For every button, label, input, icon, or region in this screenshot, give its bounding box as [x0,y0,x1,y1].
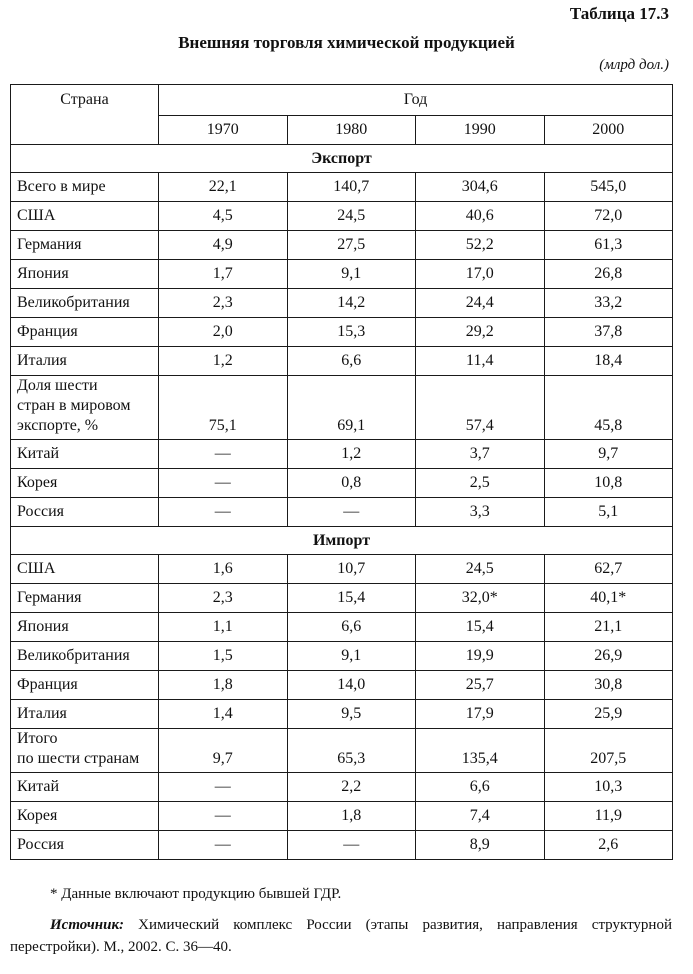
section-label: Экспорт [11,145,673,173]
table-row [11,642,673,671]
cell-value: 33,2 [544,289,673,318]
row-label: Корея [11,802,159,831]
row-label: Великобритания [11,642,159,671]
row-label: Япония [11,260,159,289]
cell-value: 65,3 [287,729,416,773]
cell-value: 4,9 [159,231,288,260]
cell-value: 25,9 [544,700,673,729]
row-label: Россия [11,498,159,527]
units-note: (млрд дол.) [599,57,669,73]
cell-value: 17,9 [416,700,545,729]
cell-value: 22,1 [159,173,288,202]
cell-value: 69,1 [287,376,416,440]
cell-value: 9,1 [287,642,416,671]
cell-value: 8,9 [416,831,545,860]
cell-value: — [287,831,416,860]
cell-value: 24,4 [416,289,545,318]
cell-value: — [159,802,288,831]
table-row [11,613,673,642]
row-label: Италия [11,347,159,376]
header-year: 1970 [159,116,288,145]
cell-value: 545,0 [544,173,673,202]
cell-value: 1,2 [159,347,288,376]
cell-value: 4,5 [159,202,288,231]
cell-value: 75,1 [159,376,288,440]
cell-value: — [159,773,288,802]
cell-value: 6,6 [287,347,416,376]
cell-value: 3,3 [416,498,545,527]
cell-value: 10,3 [544,773,673,802]
cell-value: — [159,831,288,860]
table-row [11,347,673,376]
table-row [11,376,673,440]
cell-value: 9,1 [287,260,416,289]
cell-value: 57,4 [416,376,545,440]
import-section [11,527,673,860]
table-number: Таблица 17.3 [569,4,669,23]
cell-value: 1,6 [159,555,288,584]
cell-value: 135,4 [416,729,545,773]
cell-value: 1,8 [287,802,416,831]
cell-value: — [159,469,288,498]
cell-value: 15,4 [416,613,545,642]
table-row [11,173,673,202]
cell-value: 1,2 [287,440,416,469]
cell-value: — [159,440,288,469]
cell-value: 3,7 [416,440,545,469]
cell-value: 24,5 [416,555,545,584]
table-row [11,469,673,498]
table-row [11,440,673,469]
cell-value: 2,3 [159,289,288,318]
cell-value: 0,8 [287,469,416,498]
row-label: Всего в мире [11,173,159,202]
cell-value: 10,8 [544,469,673,498]
cell-value: 9,7 [159,729,288,773]
cell-value: 21,1 [544,613,673,642]
cell-value: 37,8 [544,318,673,347]
row-label: Германия [11,231,159,260]
table-row [11,729,673,773]
chemical-trade-table [10,84,673,860]
cell-value: — [159,498,288,527]
source-label: Источник: [50,917,125,933]
cell-value: 1,4 [159,700,288,729]
cell-value: 140,7 [287,173,416,202]
cell-value: 26,8 [544,260,673,289]
cell-value: 62,7 [544,555,673,584]
cell-value: 9,5 [287,700,416,729]
row-label-line: по шести странам [17,750,140,767]
header-year: 2000 [544,116,673,145]
cell-value: 10,7 [287,555,416,584]
cell-value: 5,1 [544,498,673,527]
cell-value: 40,1* [544,584,673,613]
row-label: Франция [11,318,159,347]
cell-value: 2,0 [159,318,288,347]
cell-value: 11,9 [544,802,673,831]
row-label: Россия [11,831,159,860]
cell-value: 1,7 [159,260,288,289]
cell-value: 7,4 [416,802,545,831]
cell-value: 15,4 [287,584,416,613]
cell-value: 18,4 [544,347,673,376]
cell-value: 29,2 [416,318,545,347]
header-year-group: Год [159,85,673,116]
table-row [11,671,673,700]
table-row [11,231,673,260]
row-label: Китай [11,440,159,469]
cell-value: 26,9 [544,642,673,671]
row-label: Китай [11,773,159,802]
export-section [11,145,673,527]
row-label-line: экспорте, % [17,417,99,434]
header-country: Страна [11,85,159,145]
footnote: * Данные включают продукцию бывшей ГДР. [50,886,342,902]
header-row-top [11,85,673,116]
row-label-line: Доля шести [17,377,98,394]
cell-value: 72,0 [544,202,673,231]
row-label: Корея [11,469,159,498]
cell-value: 32,0* [416,584,545,613]
section-header-import [11,527,673,555]
table-row [11,318,673,347]
row-label [11,376,159,440]
row-label: США [11,202,159,231]
row-label: Италия [11,700,159,729]
cell-value: 11,4 [416,347,545,376]
table-row [11,260,673,289]
cell-value: 61,3 [544,231,673,260]
cell-value: 6,6 [416,773,545,802]
row-label: США [11,555,159,584]
table-row [11,802,673,831]
section-header-export [11,145,673,173]
cell-value: 1,8 [159,671,288,700]
row-label-line: стран в мировом [17,397,131,414]
cell-value: 27,5 [287,231,416,260]
row-label [11,729,159,773]
cell-value: 25,7 [416,671,545,700]
row-label: Япония [11,613,159,642]
cell-value: 45,8 [544,376,673,440]
cell-value: 6,6 [287,613,416,642]
source-text: Химический комплекс России (этапы развития, направления структурной перестройки). М., 2002. С. 36—40. [10,917,672,955]
cell-value: 207,5 [544,729,673,773]
cell-value: 14,2 [287,289,416,318]
table-title: Внешняя торговля химической продукцией [178,33,515,52]
cell-value: — [287,498,416,527]
cell-value: 2,5 [416,469,545,498]
cell-value: 1,5 [159,642,288,671]
table-row [11,584,673,613]
row-label-line: Итого [17,730,58,747]
cell-value: 2,3 [159,584,288,613]
table-row [11,700,673,729]
cell-value: 304,6 [416,173,545,202]
table-row [11,831,673,860]
cell-value: 52,2 [416,231,545,260]
section-label: Импорт [11,527,673,555]
cell-value: 2,2 [287,773,416,802]
cell-value: 2,6 [544,831,673,860]
cell-value: 15,3 [287,318,416,347]
table-row [11,555,673,584]
table-row [11,773,673,802]
table-row [11,289,673,318]
header-year: 1980 [287,116,416,145]
row-label: Франция [11,671,159,700]
cell-value: 1,1 [159,613,288,642]
row-label: Германия [11,584,159,613]
header-year: 1990 [416,116,545,145]
source-note [10,914,672,958]
cell-value: 30,8 [544,671,673,700]
cell-value: 24,5 [287,202,416,231]
cell-value: 19,9 [416,642,545,671]
cell-value: 14,0 [287,671,416,700]
row-label: Великобритания [11,289,159,318]
table-row [11,498,673,527]
cell-value: 9,7 [544,440,673,469]
cell-value: 17,0 [416,260,545,289]
cell-value: 40,6 [416,202,545,231]
table-row [11,202,673,231]
